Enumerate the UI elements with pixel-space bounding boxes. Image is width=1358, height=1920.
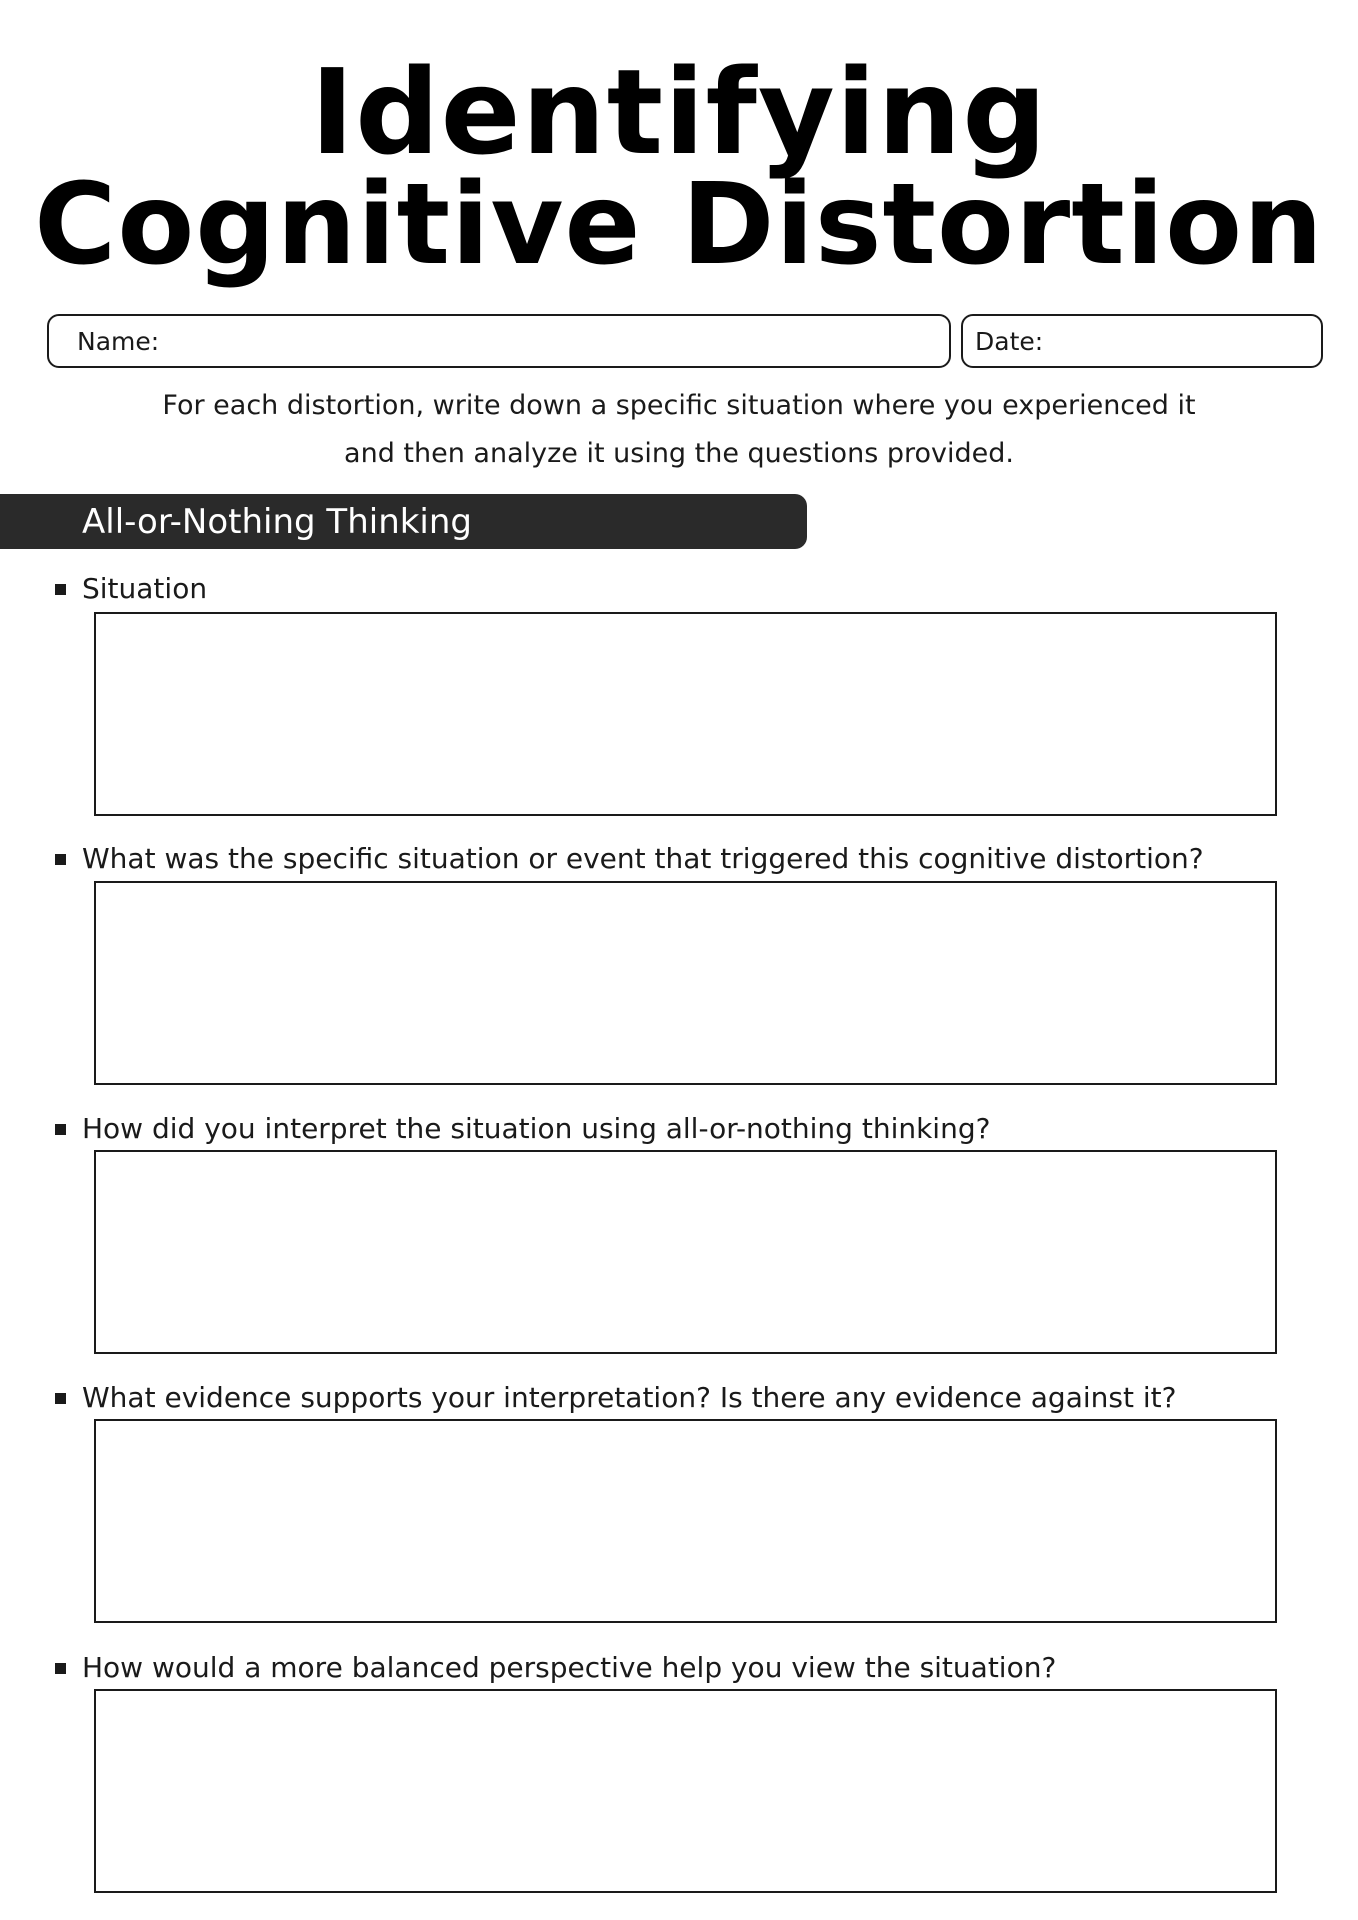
date-label: Date: xyxy=(975,327,1044,356)
bullet-icon xyxy=(55,1124,66,1135)
bullet-icon xyxy=(55,1663,66,1674)
answer-box[interactable] xyxy=(94,1150,1277,1354)
instructions xyxy=(0,382,1358,478)
name-field[interactable] xyxy=(47,314,951,368)
section-header xyxy=(0,494,807,549)
question-label: Situation xyxy=(82,572,208,605)
answer-box[interactable] xyxy=(94,1689,1277,1893)
answer-box[interactable] xyxy=(94,881,1277,1085)
instructions-line-1: For each distortion, write down a specific situation where you experienced it xyxy=(162,390,1196,421)
date-field[interactable] xyxy=(961,314,1323,368)
answer-box[interactable] xyxy=(94,612,1277,816)
bullet-icon xyxy=(55,584,66,595)
bullet-icon xyxy=(55,1393,66,1404)
question-label: What was the specific situation or event that triggered this cognitive distortion? xyxy=(82,842,1204,875)
question-label: How would a more balanced perspective help you view the situation? xyxy=(82,1651,1057,1684)
page-title-line-1: Identifying xyxy=(310,43,1048,181)
page-title-line-2: Cognitive Distortion xyxy=(34,160,1324,290)
question-label: How did you interpret the situation using all-or-nothing thinking? xyxy=(82,1112,991,1145)
name-label: Name: xyxy=(77,327,160,356)
section-title: All-or-Nothing Thinking xyxy=(82,502,473,542)
answer-box[interactable] xyxy=(94,1419,1277,1623)
bullet-icon xyxy=(55,854,66,865)
question-label: What evidence supports your interpretation? Is there any evidence against it? xyxy=(82,1381,1177,1414)
instructions-line-2: and then analyze it using the questions provided. xyxy=(344,438,1014,469)
